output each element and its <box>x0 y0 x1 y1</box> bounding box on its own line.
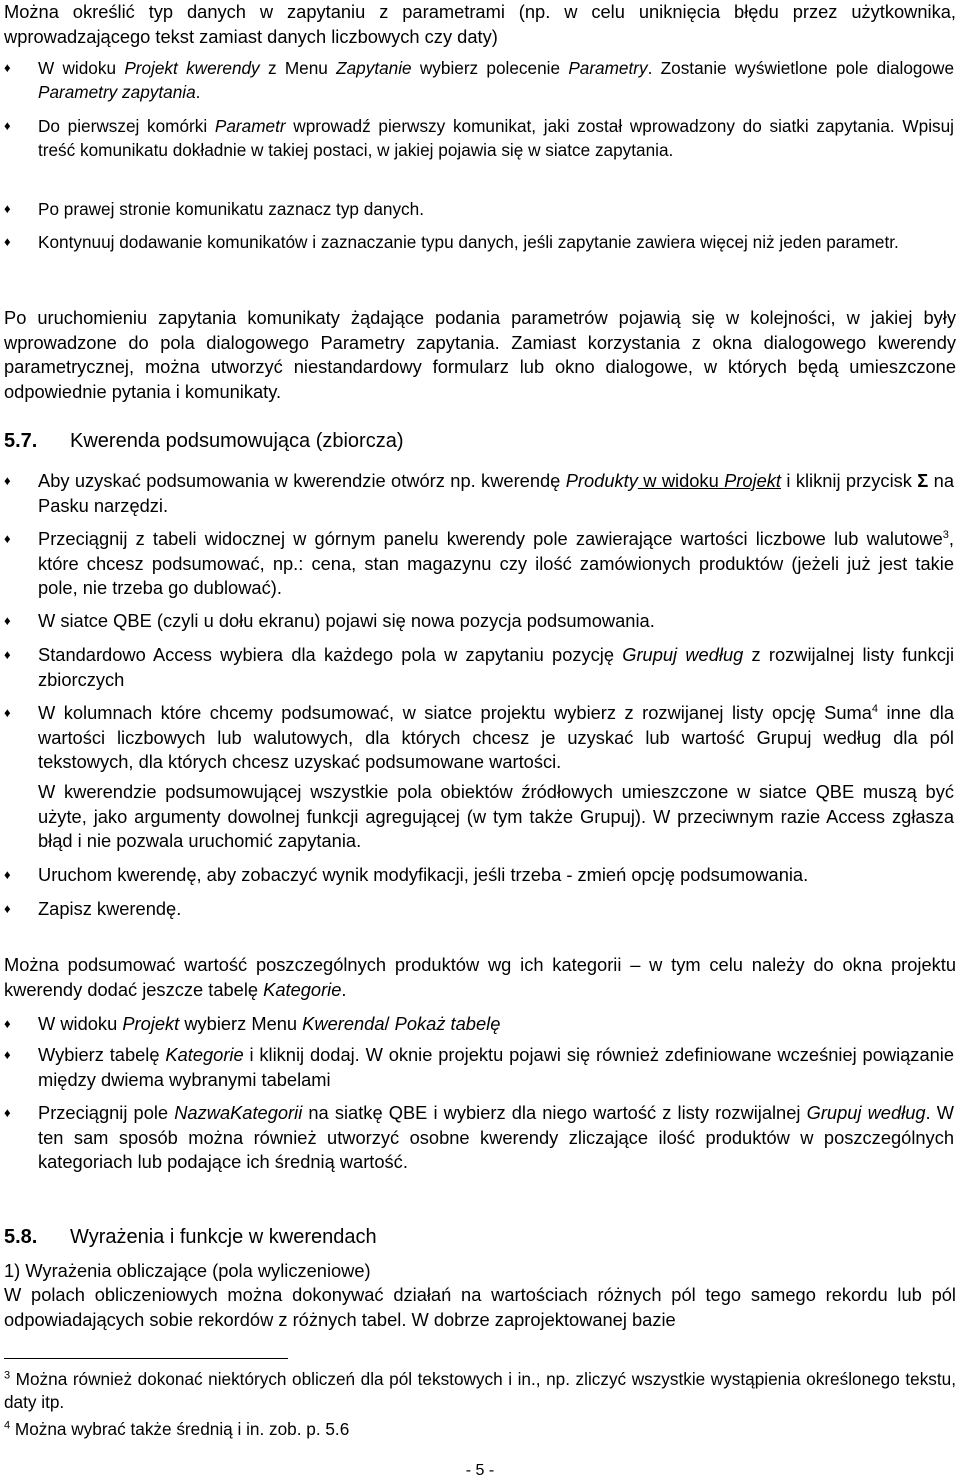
cat-bullet-3: Przeciągnij pole NazwaKategorii na siatkę QBE i wybierz dla niego wartość z listy rozwijalnej Grupuj według. W ten sam sposób można również utworzyć osobne kwerendy zliczające ilość produktów w poszczególnych kategoriach lub podające ich średnią wartość. <box>38 1102 954 1172</box>
sum-bullet-7: Zapisz kwerendę. <box>38 898 182 919</box>
sum-bullet-1: Aby uzyskać podsumowania w kwerendzie otwórz np. kwerendę Produkty w widoku Projekt i kliknij przycisk Σ na Pasku narzędzi. <box>38 470 954 516</box>
cat-bullet-2: Wybierz tabelę Kategorie i kliknij dodaj. W oknie projektu pojawi się również zdefiniowane wcześniej powiązanie między dwiema wybranymi tabelami <box>38 1044 955 1090</box>
bullet-icon: ♦ <box>4 901 11 916</box>
bullet-icon: ♦ <box>4 118 11 133</box>
intro-paragraph <box>4 0 956 49</box>
param-bullet-4: Kontynuuj dodawanie komunikatów i zaznaczanie typu danych, jeśli zapytanie zawiera więcej niż jeden parametr. <box>38 232 899 252</box>
bullet-icon: ♦ <box>4 613 11 628</box>
bullet-icon: ♦ <box>4 1047 11 1062</box>
sum-bullet-6: Uruchom kwerendę, aby zobaczyć wynik modyfikacji, jeśli trzeba - zmień opcję podsumowania. <box>38 864 809 885</box>
bullet-icon: ♦ <box>4 234 11 249</box>
bullet-icon: ♦ <box>4 1105 11 1120</box>
sum-bullet-3: W siatce QBE (czyli u dołu ekranu) pojawi się nowa pozycja podsumowania. <box>38 610 655 631</box>
expressions-paragraph <box>4 1283 956 1332</box>
page-number: - 5 - <box>465 1462 495 1479</box>
bullet-icon: ♦ <box>4 867 11 882</box>
footnote-4: $^4$ Można wybrać także średnią i in. zob. p. 5.6 <box>4 1419 350 1439</box>
intro-text: Można określić typ danych w zapytaniu z parametrami (np. w celu uniknięcia błędu przez użytkownika, wprowadzającego tekst zamiast danych liczbowych czy daty) <box>4 1 956 47</box>
bullet-icon: ♦ <box>4 531 11 546</box>
param-bullet-3: Po prawej stronie komunikatu zaznacz typ danych. <box>38 199 424 219</box>
bullet-icon: ♦ <box>4 201 11 216</box>
param-bullet-2: Do pierwszej komórki Parametr wprowadź pierwszy komunikat, jaki został wprowadzony do siatki zapytania. Wpisuj treść komunikatu dokładnie w takiej postaci, w jakiej pojawia się w siatce zapytania. <box>38 116 954 160</box>
section-heading-5-8 <box>4 1224 377 1250</box>
expressions-paragraph-text: W polach obliczeniowych można dokonywać działań na wartościach różnych pól tego samego rekordu lub pól odpowiadających sobie rekordów z różnych tabel. W dobrze zaprojektowanej bazie <box>4 1284 956 1330</box>
bullet-icon: ♦ <box>4 1016 11 1031</box>
bullet-icon: ♦ <box>4 60 11 75</box>
section-title: Wyrażenia i funkcje w kwerendach <box>70 1226 377 1248</box>
param-bullet-1: W widoku Projekt kwerendy z Menu Zapytanie wybierz polecenie Parametry. Zostanie wyświetlone pole dialogowe Parametry zapytania. <box>38 58 955 102</box>
sum-bullet-4: Standardowo Access wybiera dla każdego pola w zapytaniu pozycję Grupuj według z rozwijalnej listy funkcji zbiorczych <box>38 644 955 690</box>
subsection-1 <box>4 1259 956 1284</box>
sum-note: W kwerendzie podsumowującej wszystkie pola obiektów źródłowych umieszczone w siatce QBE muszą być użyte, jako argumenty dowolnej funkcji agregującej (w tym także Grupuj). W przeciwnym razie Access zgłasza błąd i nie pozwala uruchomić zapytania. <box>38 781 954 851</box>
footnote-separator <box>4 1358 288 1359</box>
params-explanation <box>4 306 956 404</box>
params-explanation-text: Po uruchomieniu zapytania komunikaty żądające podania parametrów pojawią się w kolejności, w jakiej były wprowadzone do pola dialogowego Parametry zapytania. Zamiast korzystania z okna dialogowego kwerendy parametrycznej, można utworzyć niestandardowy formularz lub okno dialogowe, w których będą umieszczone odpowiednie pytania i komunikaty. <box>4 307 956 402</box>
category-paragraph <box>4 953 956 1002</box>
sum-bullet-2: Przeciągnij z tabeli widocznej w górnym panelu kwerendy pole zawierające wartości liczbowe lub walutowe$^3$, które chcesz podsumować, np.: cena, stan magazynu czy ilość zamówionych produktów (jeżeli już jest takie pole, nie trzeba go dublować). <box>38 528 954 598</box>
sum-bullet-5: W kolumnach które chcemy podsumować, w siatce projektu wybierz z rozwijanej listy opcję Suma$^4$ inne dla wartości liczbowych lub walutowych, dla których chcesz je uzyskać lub wartość Grupuj według dla pól tekstowych, dla których chcesz uzyskać podsumowane wartości. <box>38 702 954 772</box>
subsection-1-title: 1) Wyrażenia obliczające (pola wyliczeniowe) <box>4 1260 371 1281</box>
section-number: 5.8. <box>4 1226 38 1248</box>
section-title: Kwerenda podsumowująca (zbiorcza) <box>70 430 404 452</box>
section-heading-5-7 <box>4 428 404 454</box>
bullet-icon: ♦ <box>4 473 11 488</box>
bullet-icon: ♦ <box>4 705 11 720</box>
section-number: 5.7. <box>4 430 38 452</box>
cat-bullet-1: W widoku Projekt wybierz Menu Kwerenda/ Pokaż tabelę <box>38 1013 501 1034</box>
footnote-3: $^3$ Można również dokonać niektórych obliczeń dla pól tekstowych i in., np. zliczyć wszystkie wystąpienia określonego tekstu, daty itp. <box>4 1369 956 1412</box>
bullet-icon: ♦ <box>4 647 11 662</box>
category-paragraph-text: Można podsumować wartość poszczególnych produktów wg ich kategorii – w tym celu należy do okna projektu kwerendy dodać jeszcze tabelę Kategorie. <box>4 954 956 1000</box>
